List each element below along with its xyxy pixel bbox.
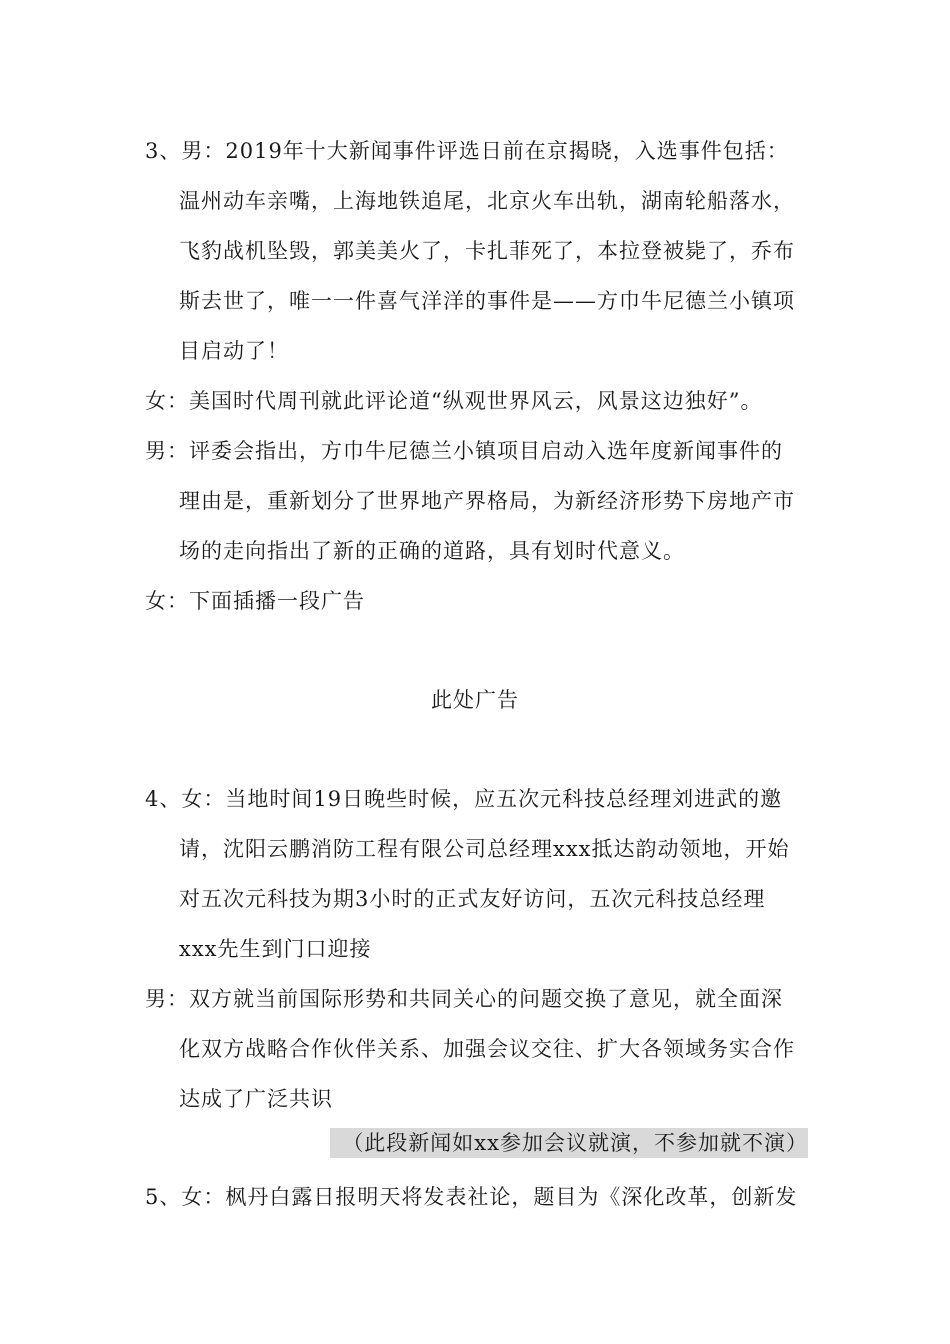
- item3-male-line-3: 场的走向指出了新的正确的道路，具有划时代意义。: [179, 539, 685, 563]
- item3-female-line: 女：美国时代周刊就此评论道“纵观世界风云，风景这边独好”。: [145, 389, 763, 413]
- item3-line-4: 斯去世了，唯一一件喜气洋洋的事件是——方巾牛尼德兰小镇项: [179, 289, 795, 313]
- item4-male-line-1: 男：双方就当前国际形势和共同关心的问题交换了意见，就全面深: [145, 987, 783, 1011]
- item4-line-2: 请，沈阳云鹏消防工程有限公司总经理xxx抵达韵动领地，开始: [179, 837, 790, 861]
- highlighted-note: （此段新闻如xx参加会议就演，不参加就不演）: [330, 1128, 808, 1158]
- item4-line-3: 对五次元科技为期3小时的正式友好访问，五次元科技总经理: [179, 887, 766, 911]
- item3-line-3: 飞豹战机坠毁，郭美美火了，卡扎菲死了，本拉登被毙了，乔布: [179, 239, 795, 263]
- item4-line-4: xxx先生到门口迎接: [179, 937, 372, 961]
- item3-line-5: 目启动了！: [179, 339, 289, 363]
- item3-female2-line: 女：下面插播一段广告: [145, 589, 365, 613]
- item4-line-1: 4、女：当地时间19日晚些时候，应五次元科技总经理刘进武的邀: [145, 787, 783, 811]
- item4-male-line-2: 化双方战略合作伙伴关系、加强会议交往、扩大各领域务实合作: [179, 1037, 795, 1061]
- ad-heading: 此处广告: [431, 688, 519, 712]
- item4-male-line-3: 达成了广泛共识: [179, 1087, 333, 1111]
- item3-male-line-2: 理由是，重新划分了世界地产界格局，为新经济形势下房地产市: [179, 489, 795, 513]
- item5-line-1: 5、女：枫丹白露日报明天将发表社论，题目为《深化改革，创新发: [145, 1185, 798, 1209]
- item3-line-1: 3、男：2019年十大新闻事件评选日前在京揭晓，入选事件包括：: [145, 139, 789, 163]
- item3-line-2: 温州动车亲嘴，上海地铁追尾，北京火车出轨，湖南轮船落水，: [179, 189, 795, 213]
- item3-male-line-1: 男：评委会指出，方巾牛尼德兰小镇项目启动入选年度新闻事件的: [145, 439, 783, 463]
